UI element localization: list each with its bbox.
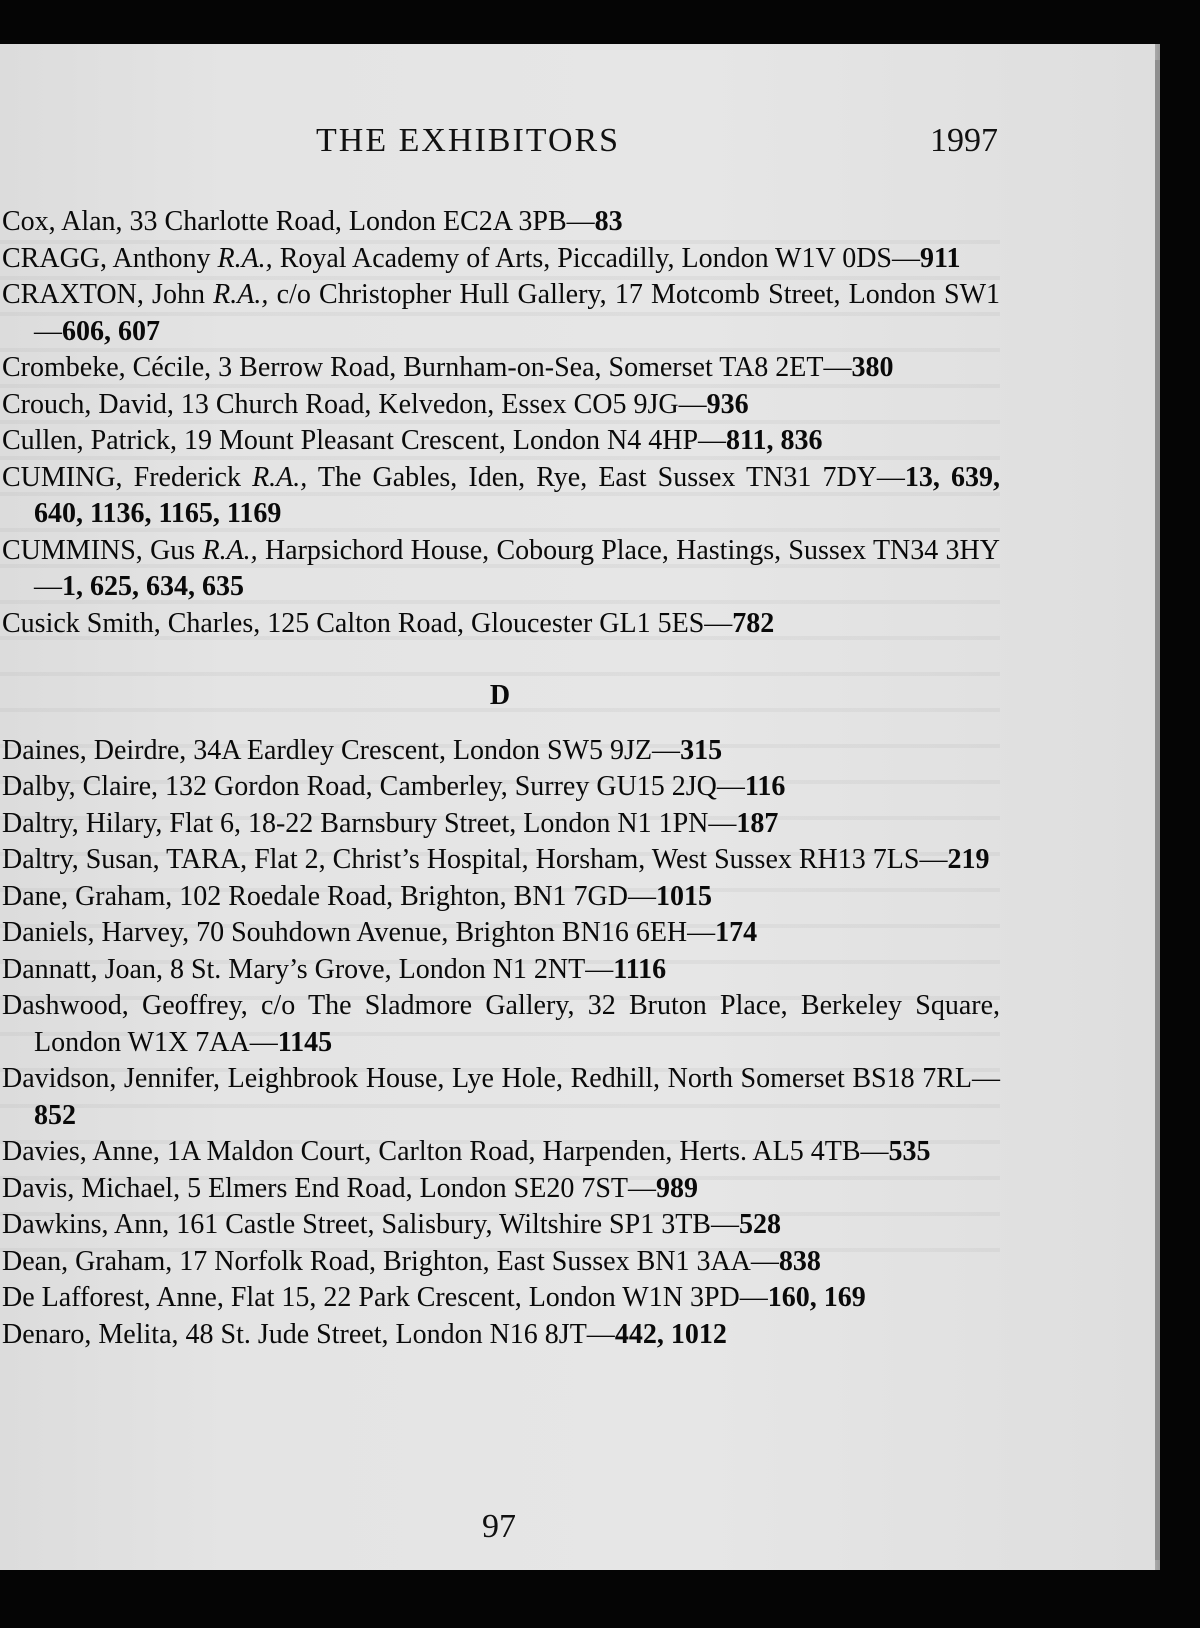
catalogue-numbers: 442, 1012 [614,1318,727,1350]
running-header [0,122,1000,172]
exhibitor-address: Daines, Deirdre, 34A Eardley Crescent, London SW5 9JZ— [2,734,681,766]
exhibitor-entry [0,915,1000,952]
exhibitor-address: Cusick Smith, Charles, 125 Calton Road, Gloucester GL1 5ES— [2,607,733,639]
page-number: 97 [482,1508,516,1545]
c-entries [0,204,1000,642]
header-year: 1997 [930,122,998,159]
catalogue-numbers: 187 [736,807,779,839]
exhibitor-address: Harpsichord House, Cobourg Place, Hastings, Sussex TN34 3HY— [34,534,1000,602]
exhibitor-address: Denaro, Melita, 48 St. Jude Street, London N16 8JT— [2,1318,615,1350]
catalogue-numbers: 852 [34,1099,76,1131]
exhibitor-entry [0,241,1000,278]
exhibitor-address: Dawkins, Ann, 161 Castle Street, Salisbury, Wiltshire SP1 3TB— [2,1209,739,1240]
catalogue-numbers: 1, 625, 634, 635 [62,571,244,602]
exhibitor-entry [0,1134,1000,1171]
exhibitor-address: Dannatt, Joan, 8 St. Mary’s Grove, London N1 2NT— [2,953,614,985]
catalogue-numbers: 911 [920,242,961,274]
d-entries [0,733,1000,1354]
exhibitor-address: Royal Academy of Arts, Piccadilly, London W1V 0DS— [272,242,920,274]
exhibitor-entry [0,769,1000,806]
catalogue-numbers: 219 [947,844,990,875]
exhibitor-entry [0,1280,1000,1317]
exhibitor-entry [0,1317,1000,1354]
catalogue-numbers: 380 [851,352,894,383]
catalogue-numbers: 782 [732,607,775,639]
exhibitor-entry [0,1061,1000,1134]
academician-suffix: R.A., [252,461,308,493]
book-page [0,44,1155,1570]
exhibitor-entry [0,879,1000,916]
catalogue-numbers: 936 [706,388,749,420]
academician-suffix: R.A., [213,279,269,310]
exhibitor-address: Davidson, Jennifer, Leighbrook House, Lye Hole, Redhill, North Somerset BS18 7RL— [2,1063,1000,1094]
exhibitor-entry [0,204,1000,241]
catalogue-numbers: 1015 [656,880,712,912]
exhibitor-entry [0,1207,1000,1244]
catalogue-numbers: 174 [715,917,758,948]
exhibitor-list [0,204,1000,1353]
exhibitor-address: c/o Christopher Hull Gallery, 17 Motcomb Street, London SW1— [34,279,1000,347]
exhibitor-address: Dashwood, Geoffrey, c/o The Sladmore Gallery, 32 Bruton Place, Berkeley Square, London W1X 7AA— [2,990,1000,1058]
exhibitor-name: CUMMINS, Gus [2,534,203,566]
exhibitor-address: The Gables, Iden, Rye, East Sussex TN31 7DY— [307,461,905,493]
academician-suffix: R.A., [202,534,258,566]
catalogue-numbers: 116 [744,771,786,802]
catalogue-numbers: 528 [738,1209,781,1240]
exhibitor-address: Daniels, Harvey, 70 Souhdown Avenue, Brighton BN16 6EH— [2,917,716,948]
exhibitor-entry [0,423,1000,460]
catalogue-numbers: 811, 836 [726,425,823,456]
exhibitor-name: CUMING, Frederick [2,461,253,493]
exhibitor-address: Dean, Graham, 17 Norfolk Road, Brighton, East Sussex BN1 3AA— [2,1245,779,1277]
academician-suffix: R.A., [217,242,273,274]
exhibitor-name: CRAXTON, John [2,279,214,310]
exhibitor-name: CRAGG, Anthony [2,242,218,274]
catalogue-numbers: 13, 639, 640, 1136, 1165, 1169 [34,461,1001,529]
exhibitor-address: Crombeke, Cécile, 3 Berrow Road, Burnham-on-Sea, Somerset TA8 2ET— [2,352,852,383]
exhibitor-address: Dalby, Claire, 132 Gordon Road, Camberley, Surrey GU15 2JQ— [2,771,745,802]
catalogue-numbers: 1145 [277,1026,333,1058]
exhibitor-entry [0,988,1000,1061]
catalogue-numbers: 1116 [613,953,667,985]
exhibitor-address: Dane, Graham, 102 Roedale Road, Brighton, BN1 7GD— [2,880,656,912]
catalogue-numbers: 315 [680,734,723,766]
catalogue-numbers: 535 [888,1136,931,1167]
exhibitor-entry [0,460,1000,533]
exhibitor-address: Daltry, Susan, TARA, Flat 2, Christ’s Hospital, Horsham, West Sussex RH13 7LS— [2,844,948,875]
exhibitor-entry [0,533,1000,606]
catalogue-numbers: 838 [778,1245,821,1277]
exhibitor-address: Davies, Anne, 1A Maldon Court, Carlton Road, Harpenden, Herts. AL5 4TB— [2,1136,889,1167]
exhibitor-entry [0,387,1000,424]
exhibitor-address: Cox, Alan, 33 Charlotte Road, London EC2A 3PB— [2,206,595,237]
section-letter: D [489,680,511,711]
exhibitor-address: Daltry, Hilary, Flat 6, 18-22 Barnsbury Street, London N1 1PN— [2,807,737,839]
exhibitor-address: Cullen, Patrick, 19 Mount Pleasant Crescent, London N4 4HP— [2,425,727,456]
exhibitor-entry [0,842,1000,879]
exhibitor-entry [0,1244,1000,1281]
exhibitor-address: De Lafforest, Anne, Flat 15, 22 Park Crescent, London W1N 3PD— [2,1282,768,1313]
catalogue-numbers: 83 [594,206,623,237]
exhibitor-entry [0,350,1000,387]
header-title: THE EXHIBITORS [316,122,621,159]
exhibitor-entry [0,277,1000,350]
catalogue-numbers: 160, 169 [767,1282,866,1313]
exhibitor-entry [0,1171,1000,1208]
exhibitor-entry [0,733,1000,770]
exhibitor-address: Crouch, David, 13 Church Road, Kelvedon, Essex CO5 9JG— [2,388,707,420]
exhibitor-address: Davis, Michael, 5 Elmers End Road, London SE20 7ST— [2,1172,657,1204]
catalogue-numbers: 989 [656,1172,699,1204]
exhibitor-entry [0,952,1000,989]
catalogue-numbers: 606, 607 [62,315,160,347]
exhibitor-entry [0,806,1000,843]
exhibitor-entry [0,606,1000,643]
